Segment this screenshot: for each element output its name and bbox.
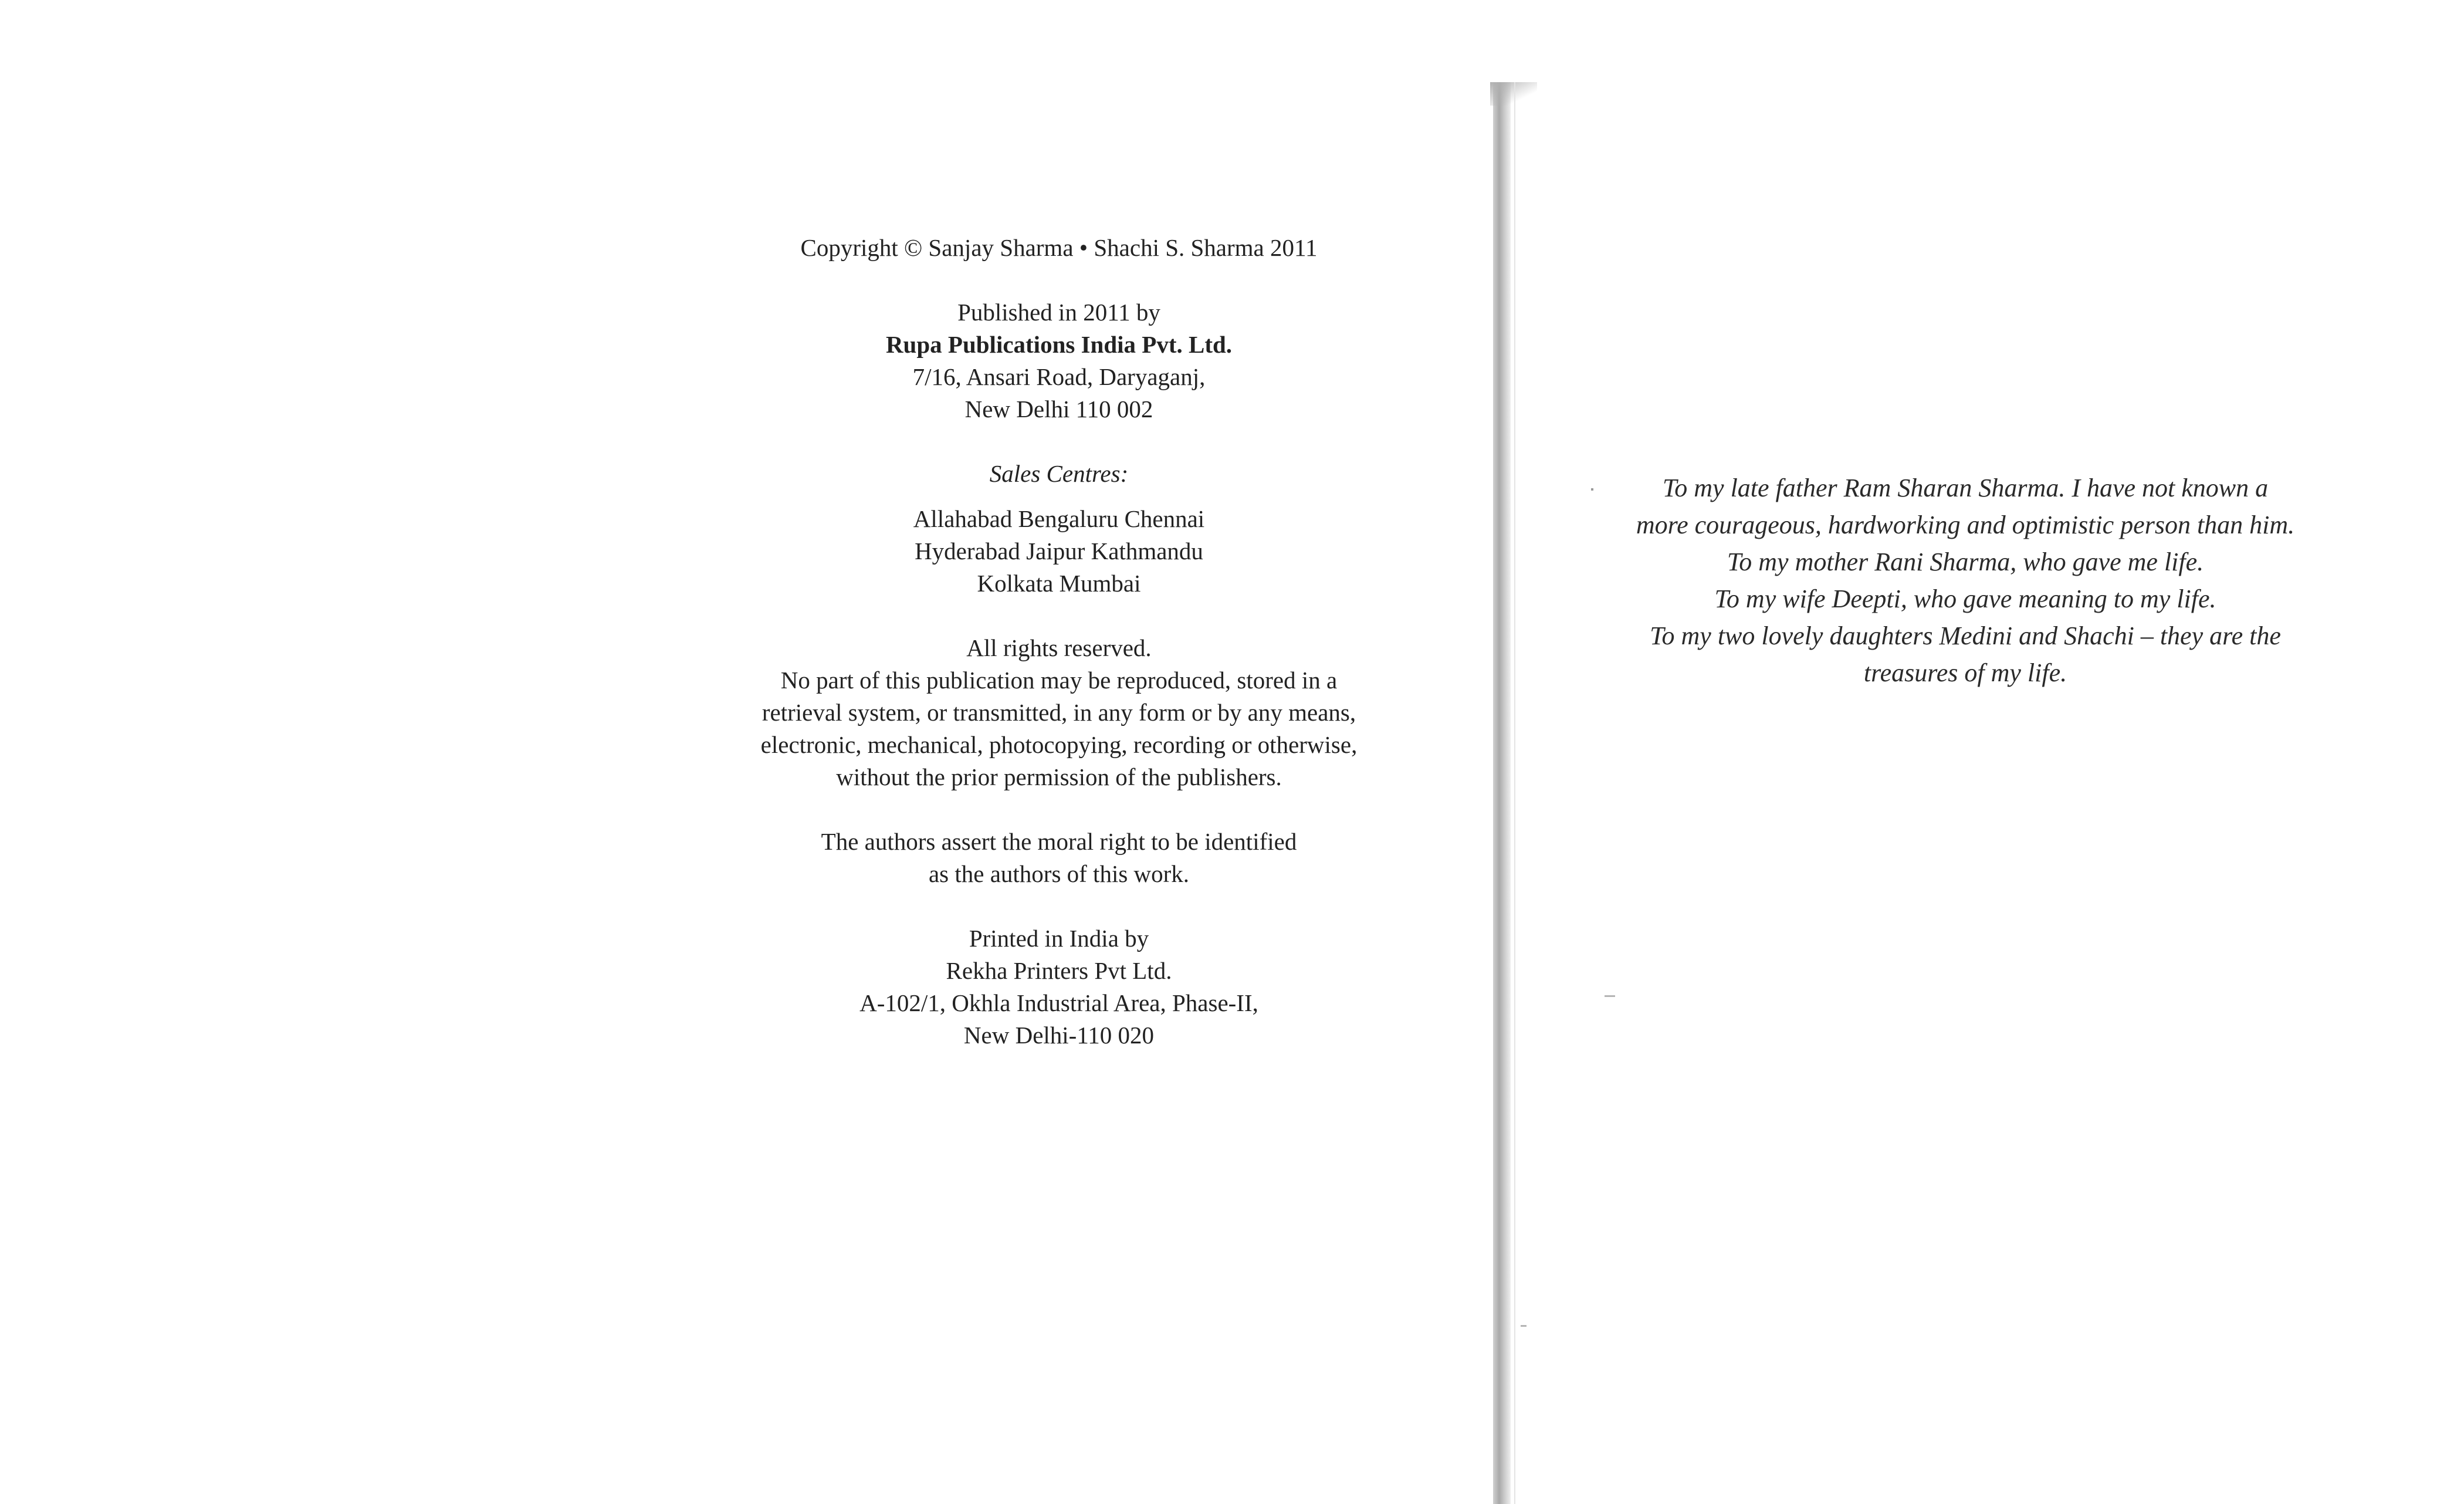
gutter-top-shadow xyxy=(1490,82,1537,106)
moral-right-line: as the authors of this work. xyxy=(928,860,1190,887)
rights-line: No part of this publication may be reproduced, stored in a xyxy=(780,667,1338,694)
book-gutter-shadow xyxy=(1493,82,1511,1504)
rights-line: without the prior permission of the publishers. xyxy=(836,763,1282,790)
printer-block xyxy=(692,922,1426,1052)
rights-line: retrieval system, or transmitted, in any form or by any means, xyxy=(761,699,1356,726)
publisher-address-line-2: New Delhi 110 002 xyxy=(964,396,1153,423)
rights-line: All rights reserved. xyxy=(966,634,1152,661)
dedication-line: To my wife Deepti, who gave meaning to my life. xyxy=(1714,584,2216,613)
publisher-name: Rupa Publications India Pvt. Ltd. xyxy=(885,331,1233,358)
gutter-edge-line xyxy=(1514,82,1515,1504)
published-by-line: Published in 2011 by xyxy=(957,299,1160,326)
printer-line: New Delhi-110 020 xyxy=(963,1022,1155,1049)
dedication-line: To my late father Ram Sharan Sharma. I have not known a xyxy=(1662,474,2269,502)
rights-block xyxy=(692,632,1426,793)
dedication-line: treasures of my life. xyxy=(1863,658,2067,687)
sales-centres-line: Hyderabad Jaipur Kathmandu xyxy=(915,538,1203,565)
sales-centres-list xyxy=(692,503,1426,600)
sales-centres-heading: Sales Centres: xyxy=(989,460,1129,487)
copyright-page xyxy=(692,232,1426,1052)
moral-right-block xyxy=(692,826,1426,890)
sales-centres-line: Kolkata Mumbai xyxy=(977,570,1141,597)
publisher-block xyxy=(692,296,1426,425)
dedication-line: more courageous, hardworking and optimistic person than him. xyxy=(1636,511,2295,539)
scan-speck xyxy=(1591,488,1593,491)
moral-right-line: The authors assert the moral right to be identified xyxy=(821,828,1297,855)
scan-speck xyxy=(1605,995,1615,997)
dedication-line: To my mother Rani Sharma, who gave me life. xyxy=(1727,547,2204,576)
printer-line: A-102/1, Okhla Industrial Area, Phase-II, xyxy=(859,989,1258,1016)
dedication-page xyxy=(1584,469,2347,691)
printer-line: Rekha Printers Pvt Ltd. xyxy=(946,957,1172,984)
scan-speck xyxy=(1521,1325,1527,1327)
printer-line: Printed in India by xyxy=(969,925,1149,952)
publisher-address-line-1: 7/16, Ansari Road, Daryaganj, xyxy=(912,363,1206,390)
rights-line: electronic, mechanical, photocopying, recording or otherwise, xyxy=(760,731,1358,758)
sales-centres-line: Allahabad Bengaluru Chennai xyxy=(913,505,1205,532)
sales-centres-heading-block xyxy=(692,458,1426,490)
copyright-line: Copyright © Sanjay Sharma • Shachi S. Sharma 2011 xyxy=(800,234,1318,261)
dedication-line: To my two lovely daughters Medini and Shachi – they are the xyxy=(1650,621,2281,650)
